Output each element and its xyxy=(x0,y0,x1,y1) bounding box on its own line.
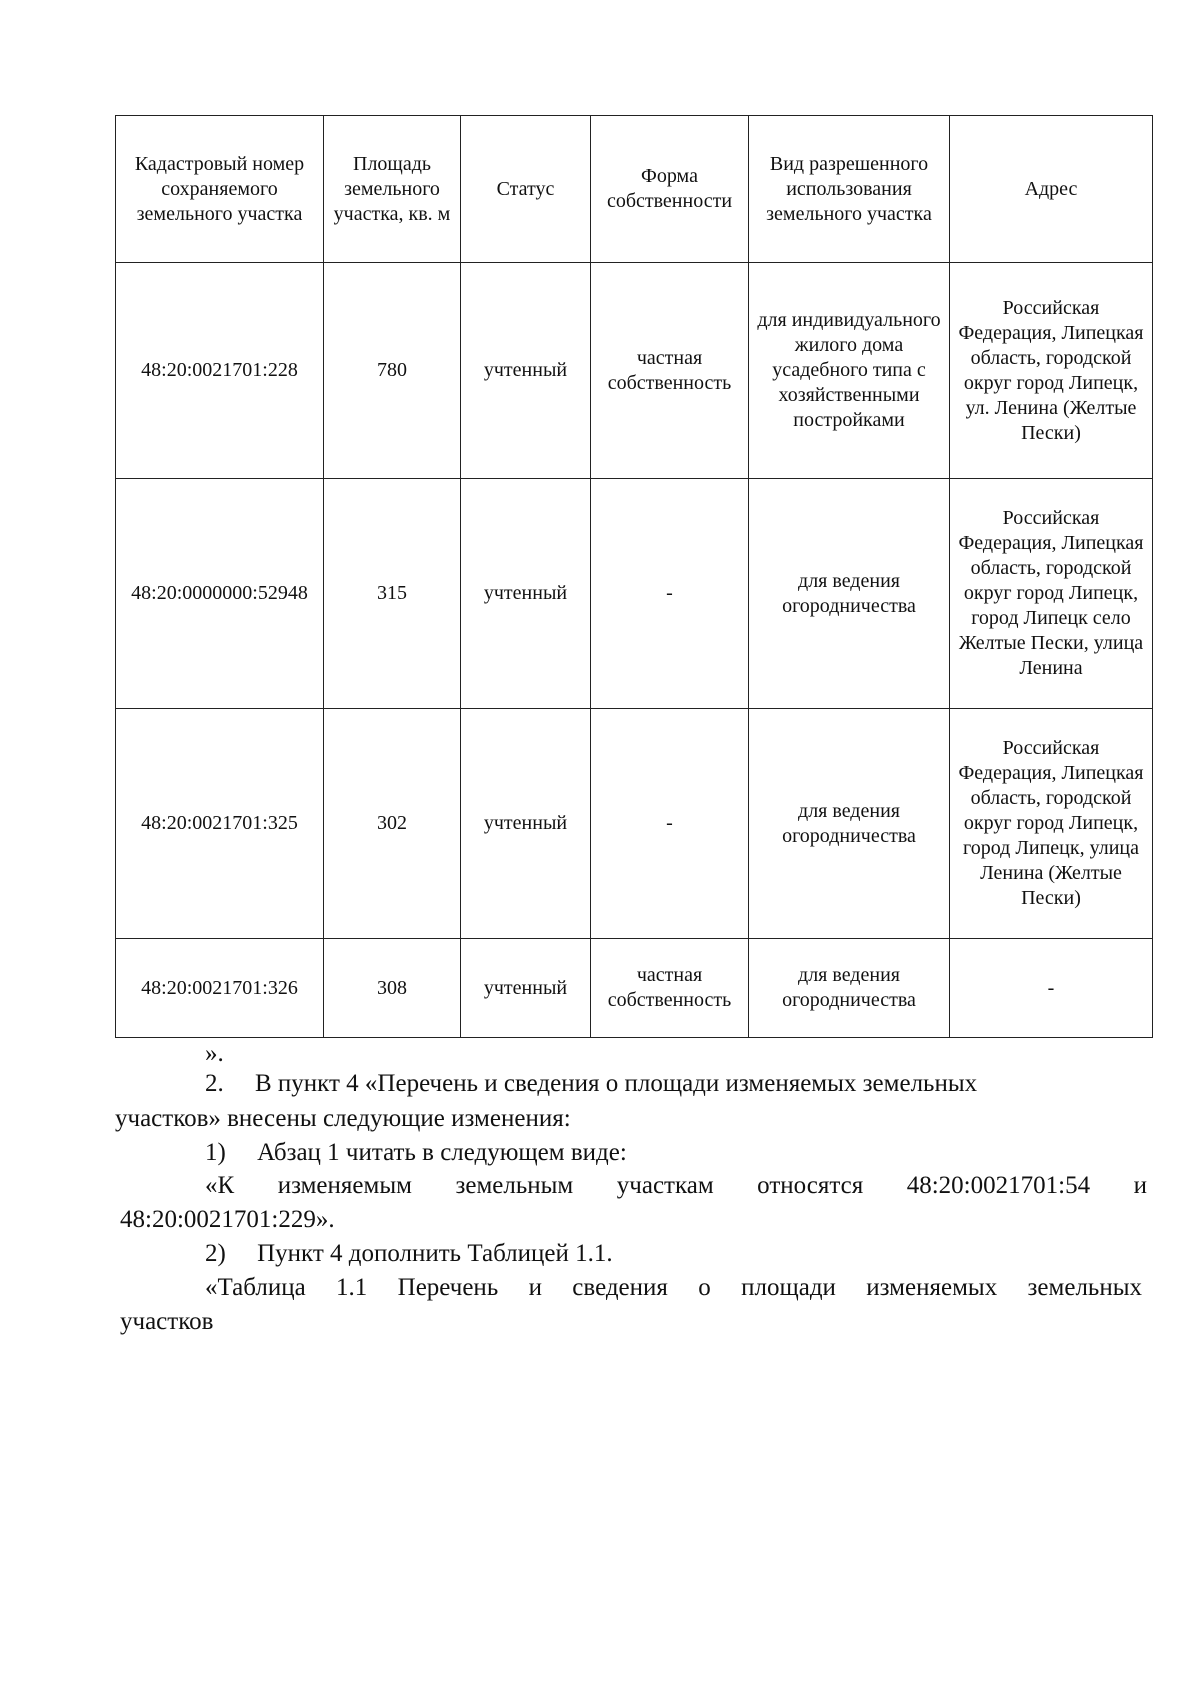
cell-address: - xyxy=(950,939,1153,1038)
land-plots-table xyxy=(115,115,1153,1038)
item-2-line-1: 2. В пункт 4 «Перечень и сведения о площади изменяемых земельных xyxy=(205,1070,978,1097)
header-address: Адрес xyxy=(950,116,1153,263)
cell-ownership: - xyxy=(591,709,749,939)
cell-area: 308 xyxy=(324,939,461,1038)
cell-status: учтенный xyxy=(461,709,591,939)
cell-area: 780 xyxy=(324,263,461,479)
sub-item-1: 1) Абзац 1 читать в следующем виде: xyxy=(205,1139,627,1166)
header-usage: Вид разрешенного использования земельного участка xyxy=(749,116,950,263)
cell-status: учтенный xyxy=(461,939,591,1038)
cell-usage: для ведения огородничества xyxy=(749,479,950,709)
table-header-row xyxy=(116,116,1153,263)
cell-usage: для индивидуального жилого дома усадебного типа с хозяйственными постройками xyxy=(749,263,950,479)
table-row xyxy=(116,709,1153,939)
header-cadastral: Кадастровый номер сохраняемого земельного участка xyxy=(116,116,324,263)
quote-1-line-2: 48:20:0021701:229». xyxy=(120,1206,335,1233)
cell-address: Российская Федерация, Липецкая область, городской округ город Липецк, город Липецк, улица Ленина (Желтые Пески) xyxy=(950,709,1153,939)
cell-status: учтенный xyxy=(461,263,591,479)
cell-usage: для ведения огородничества xyxy=(749,709,950,939)
sub-item-2: 2) Пункт 4 дополнить Таблицей 1.1. xyxy=(205,1240,613,1267)
quote-1-line-1: «К изменяемым земельным участкам относятся 48:20:0021701:54 и xyxy=(205,1172,1147,1199)
cell-address: Российская Федерация, Липецкая область, городской округ город Липецк, город Липецк село Желтые Пески, улица Ленина xyxy=(950,479,1153,709)
cell-cadastral: 48:20:0021701:326 xyxy=(116,939,324,1038)
table-row xyxy=(116,263,1153,479)
header-status: Статус xyxy=(461,116,591,263)
cell-status: учтенный xyxy=(461,479,591,709)
item-2-line-2: участков» внесены следующие изменения: xyxy=(115,1105,571,1132)
cell-cadastral: 48:20:0021701:228 xyxy=(116,263,324,479)
table-row xyxy=(116,939,1153,1038)
cell-cadastral: 48:20:0000000:52948 xyxy=(116,479,324,709)
header-area: Площадь земельного участка, кв. м xyxy=(324,116,461,263)
cell-ownership: - xyxy=(591,479,749,709)
cell-ownership: частная собственность xyxy=(591,939,749,1038)
closing-quote: ». xyxy=(205,1040,224,1067)
cell-address: Российская Федерация, Липецкая область, городской округ город Липецк, ул. Ленина (Желтые Пески) xyxy=(950,263,1153,479)
header-ownership: Форма собственности xyxy=(591,116,749,263)
quote-2-line-1: «Таблица 1.1 Перечень и сведения о площади изменяемых земельных xyxy=(205,1274,1142,1301)
table-row xyxy=(116,479,1153,709)
cell-cadastral: 48:20:0021701:325 xyxy=(116,709,324,939)
cell-usage: для ведения огородничества xyxy=(749,939,950,1038)
quote-2-line-2: участков xyxy=(120,1308,214,1335)
cell-area: 302 xyxy=(324,709,461,939)
cell-area: 315 xyxy=(324,479,461,709)
cell-ownership: частная собственность xyxy=(591,263,749,479)
